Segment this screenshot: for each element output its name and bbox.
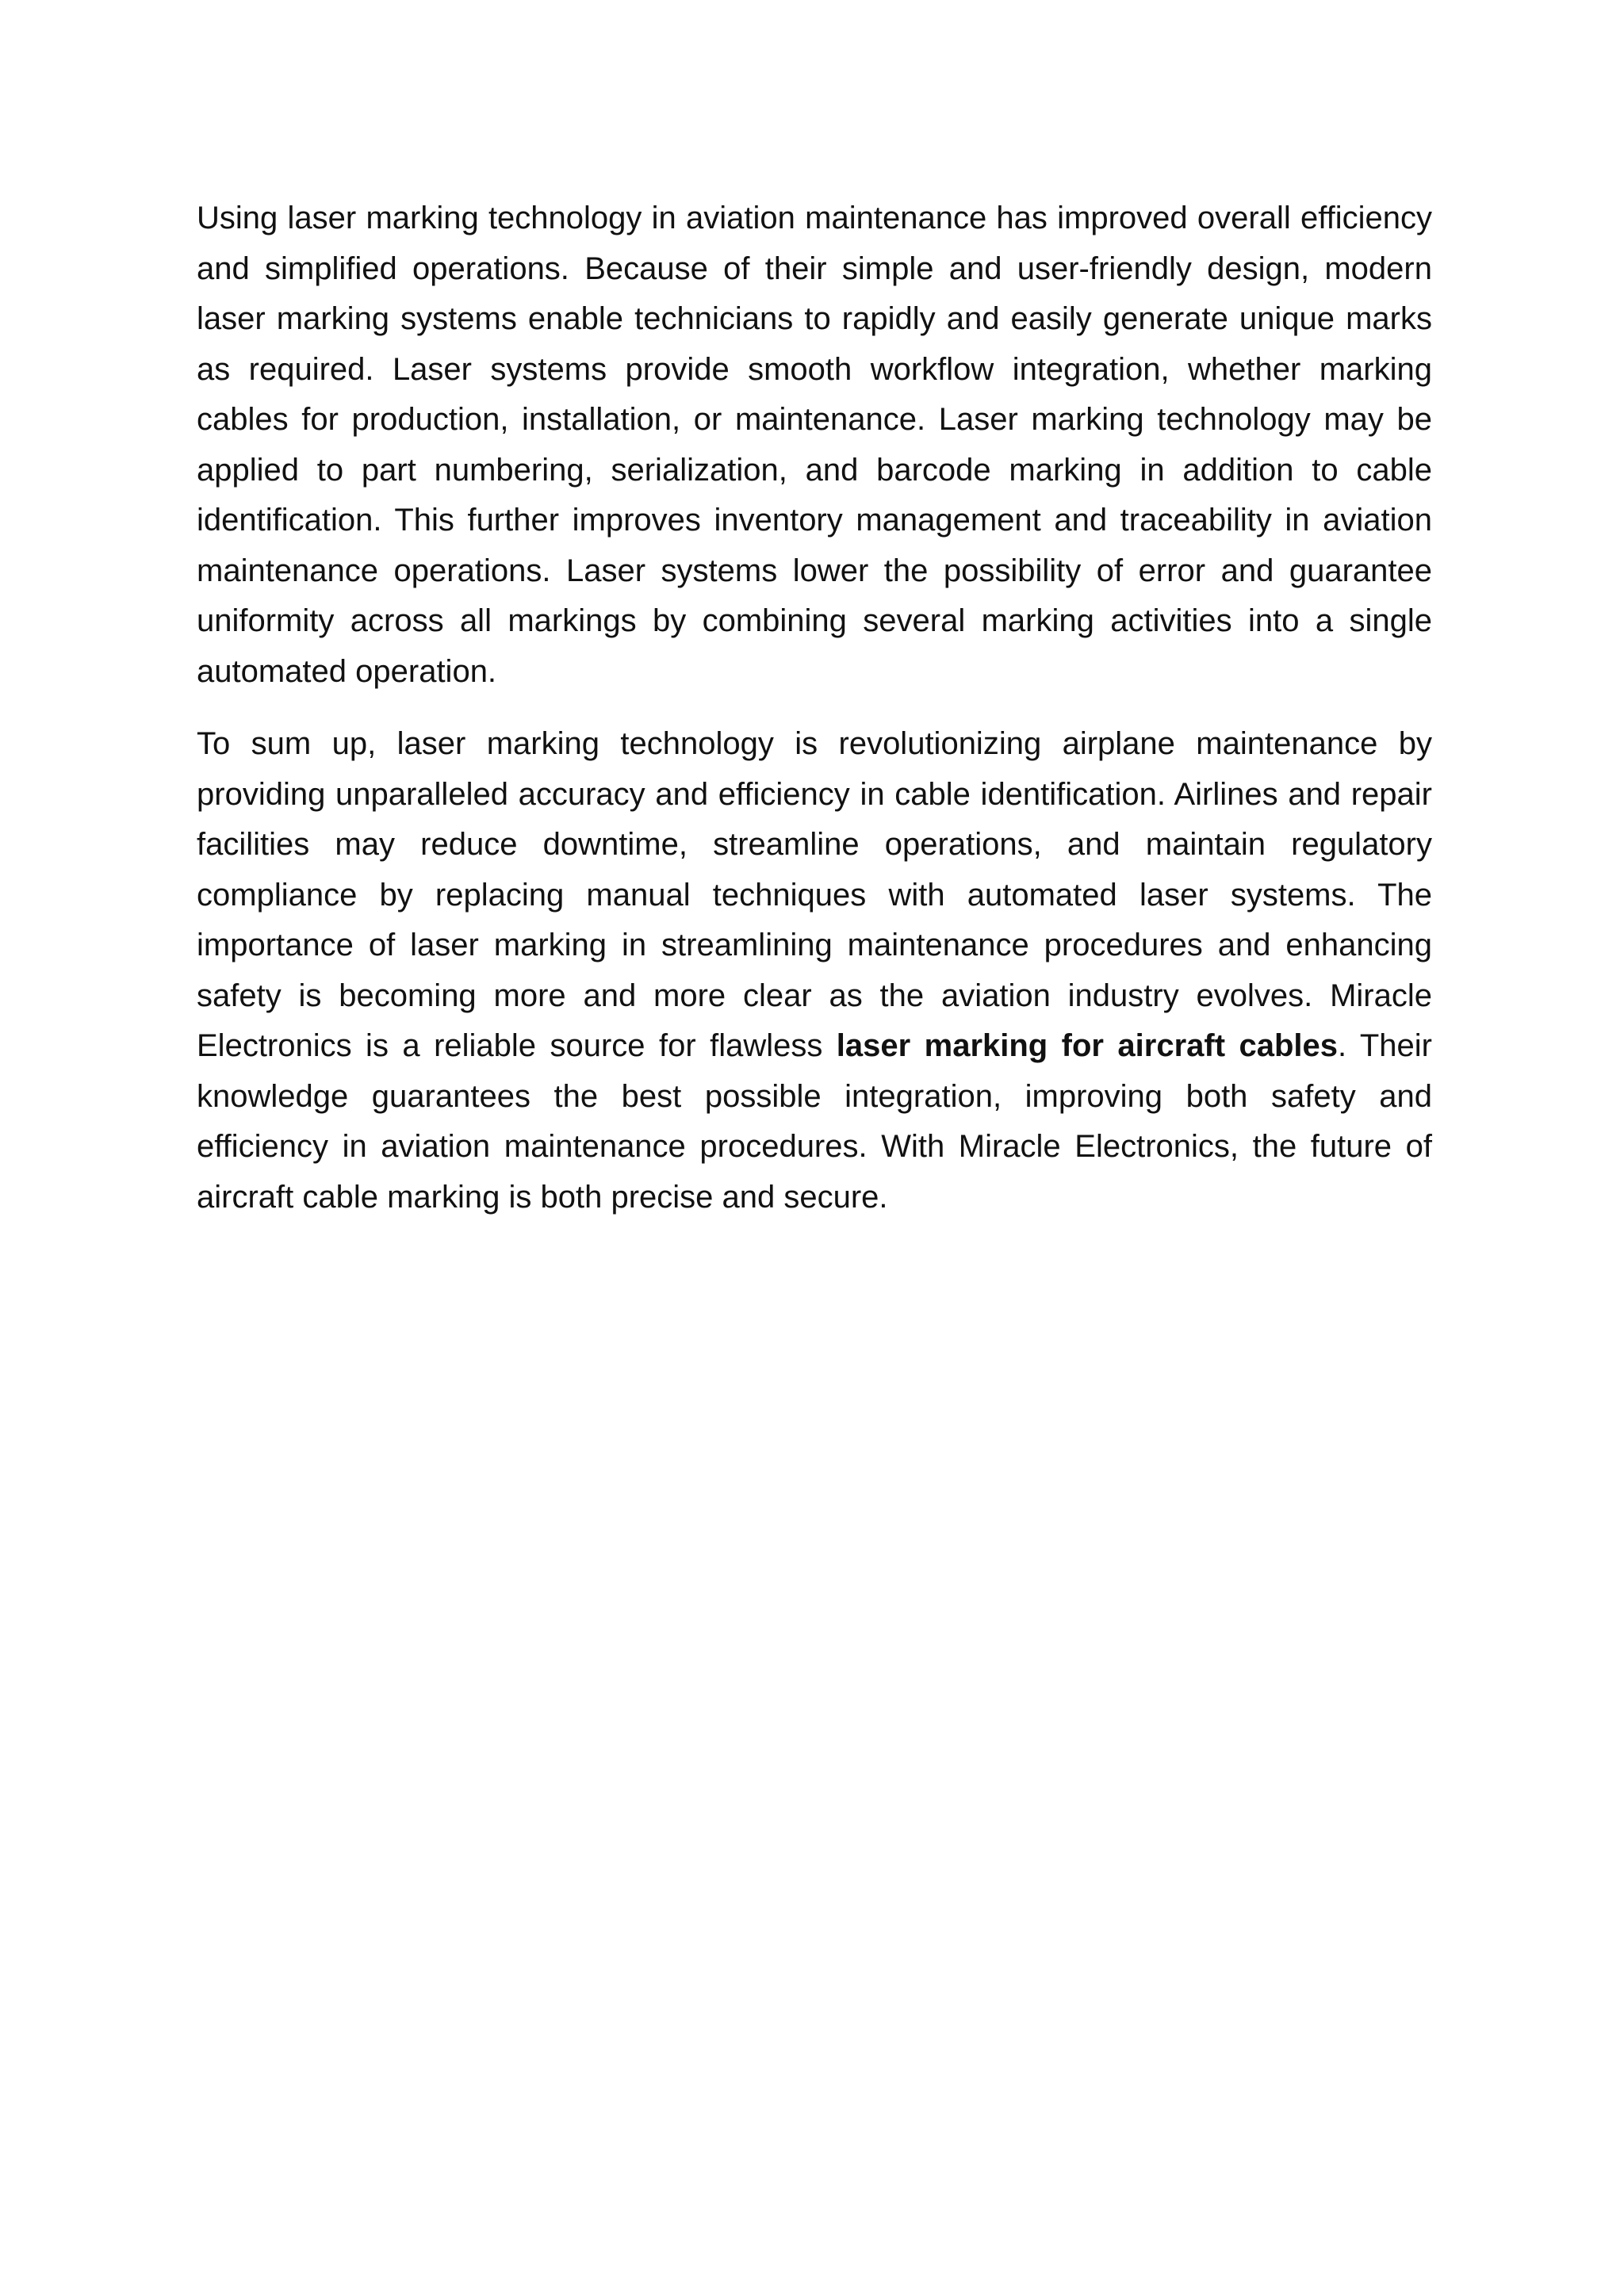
paragraph-conclusion-text-before-bold: To sum up, laser marking technology is revolutionizing airplane maintenance by providing unparalleled accuracy and efficiency in cable identification. Airlines and repair facilities may reduce downtime, streamline operations, and maintain regulatory compliance by replacing manual techniques with automated laser systems. The importance of laser marking in streamlining maintenance procedures and enhancing safety is becoming more and more clear as the aviation industry evolves. Miracle Electronics is a reliable source for flawless — [197, 726, 1432, 1063]
document-body — [197, 193, 1432, 1245]
bold-keyword-laser-marking-for-aircraft-cables: laser marking for aircraft cables — [836, 1028, 1339, 1063]
paragraph-conclusion-text-after-bold: . Their knowledge guarantees the best possible integration, improving both safety and efficiency in aviation maintenance procedures. With Miracle Electronics, the future of aircraft cable marking is both precise and secure. — [197, 1028, 1432, 1215]
paragraph-laser-marking-efficiency: Using laser marking technology in aviation maintenance has improved overall efficiency and simplified operations. Because of their simple and user-friendly design, modern laser marking systems enable technicians to rapidly and easily generate unique marks as required. Laser systems provide smooth workflow integration, whether marking cables for production, installation, or maintenance. Laser marking technology may be applied to part numbering, serialization, and barcode marking in addition to cable identification. This further improves inventory management and traceability in aviation maintenance operations. Laser systems lower the possibility of error and guarantee uniformity across all markings by combining several marking activities into a single automated operation. — [197, 201, 1432, 689]
paragraph-conclusion — [197, 719, 1432, 1223]
